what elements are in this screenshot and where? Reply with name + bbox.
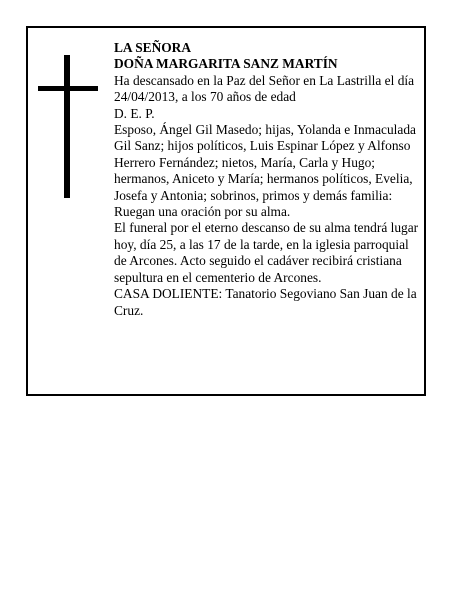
funeral-details: El funeral por el eterno descanso de su alma tendrá lugar hoy, día 25, a las 17 de la tarde, en la iglesia parroquial de Arcones. Acto seguido el cadáver recibirá cristiana sepultura en el cementerio de Arcones. bbox=[114, 220, 419, 285]
prayer-request: Ruegan una oración por su alma. bbox=[114, 204, 291, 220]
family-list: Esposo, Ángel Gil Masedo; hijas, Yolanda e Inmaculada Gil Sanz; hijos políticos, Luis Espinar López y Alfonso Herrero Fernández; nietos, María, Carla y Hugo; hermanos, Aniceto y María; hermanos políticos, Evelia, Josefa y Antonia; sobrinos, primos y demás familia: bbox=[114, 122, 416, 203]
deceased-name: DOÑA MARGARITA SANZ MARTÍN bbox=[114, 56, 338, 72]
cross-horizontal-bar bbox=[38, 86, 98, 91]
rip-line: D. E. P. bbox=[114, 105, 155, 121]
title-line: LA SEÑORA bbox=[114, 40, 192, 55]
cross-icon bbox=[38, 55, 98, 198]
obituary-notice bbox=[26, 26, 426, 396]
notice-body bbox=[114, 40, 422, 319]
cross-vertical-bar bbox=[64, 55, 70, 198]
mourning-house: CASA DOLIENTE: Tanatorio Segoviano San Juan de la Cruz. bbox=[114, 286, 417, 318]
death-statement: Ha descansado en la Paz del Señor en La Lastrilla el día 24/04/2013, a los 70 años de edad bbox=[114, 72, 415, 105]
